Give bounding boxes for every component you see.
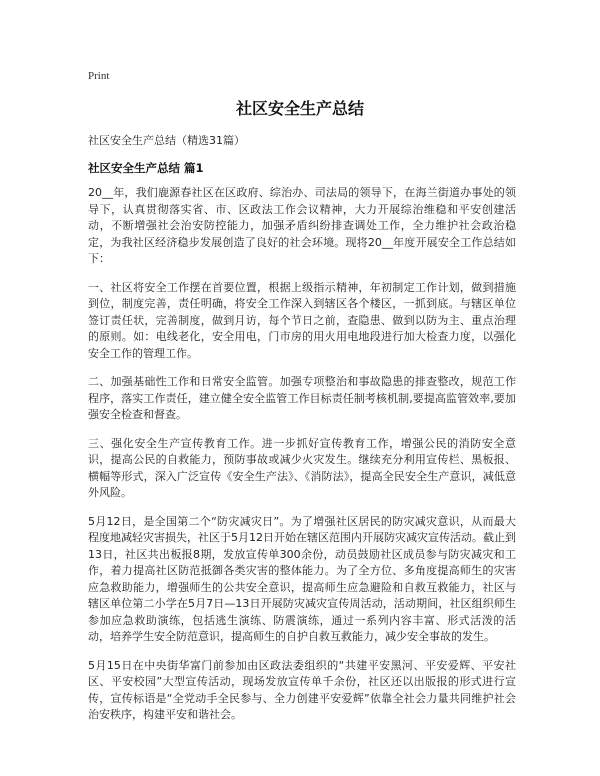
document-title: 社区安全生产总结 [235,99,364,118]
paragraph: 一、社区将安全工作摆在首要位置，根据上级指示精神，年初制定工作计划，做到措施到位，制度完善，责任明确，将安全工作深入到辖区各个楼区，一抓到底。与辖区单位签订责任状，完善制度，做到月访，每个节日之前，查隐患、做到以防为主、重点治理的原则。如：电线老化，安全用电，门市房的用火用电地段进行加大检查力度，以强化安全工作的管理工作。 [88,280,516,360]
paragraph: 20__年，我们鹿源春社区在区政府、综治办、司法局的领导下，在海兰街道办事处的领导下，认真贯彻落实省、市、区政法工作会议精神，大力开展综治维稳和平安创建活动，不断增强社会治安防控能力，加强矛盾纠纷排查调处工作，全力维护社会政治稳定，为我社区经济稳步发展创造了良好的社会环境。现将20__年度开展安全工作总结如下： [88,186,516,265]
paragraph: 5月12日，是全国第二个“防灾减灾日”。为了增强社区居民的防灾减灾意识，从而最大程度地减轻灾害损失，社区于5月12日开始在辖区范围内开展防灾减灾宣传活动。截止到13日，社区共出板报8期，发放宣传单300余份，动员鼓励社区成员参与防灾减灾和工作，着力提高社区防范抵御各类灾害的整体能力。为了全方位、多角度提高师生的灾害应急救助能力，增强师生的公共安全意识，提高师生应急避险和自救互救能力，社区与辖区单位第二小学在5月7日—13日开展防灾减灾宣传周活动，活动期间，社区组织师生参加应急救助演练，包括逃生演练、防震演练，通过一系列内容丰富、形式活泼的活动，培养学生安全防范意识，提高师生的自护自救互救能力，减少安全事故的发生。 [88,514,516,643]
section-heading: 社区安全生产总结 篇1 [88,161,204,175]
print-label: Print [88,70,110,82]
paragraph: 5月15日在中央街华富门前参加由区政法委组织的“共建平安黑河、平安爱辉、平安社区、平安校园”大型宣传活动，现场发放宣传单千余份，社区还以出版报的形式进行宣传，宣传标语是“全党动手全民参与、全力创建平安爱辉”依靠全社会力量共同维护社会治安秩序，构建平安和谐社会。 [88,658,516,721]
document-subtitle: 社区安全生产总结（精选31篇） [88,134,245,147]
document-body [88,185,516,736]
paragraph: 三、强化安全生产宣传教育工作。进一步抓好宣传教育工作，增强公民的消防安全意识，提高公民的自救能力，预防事故或减少火灾发生。继续充分利用宣传栏、黑板报、横幅等形式，深入广泛宣传《安全生产法》、《消防法》，提高全民安全生产意识，减低意外风险。 [88,436,516,499]
paragraph: 二、加强基础性工作和日常安全监管。加强专项整治和事故隐患的排查整改，规范工作程序，落实工作责任，建立健全安全监管工作目标责任制考核机制,要提高监管效率,要加强安全检查和督查。 [88,375,516,421]
